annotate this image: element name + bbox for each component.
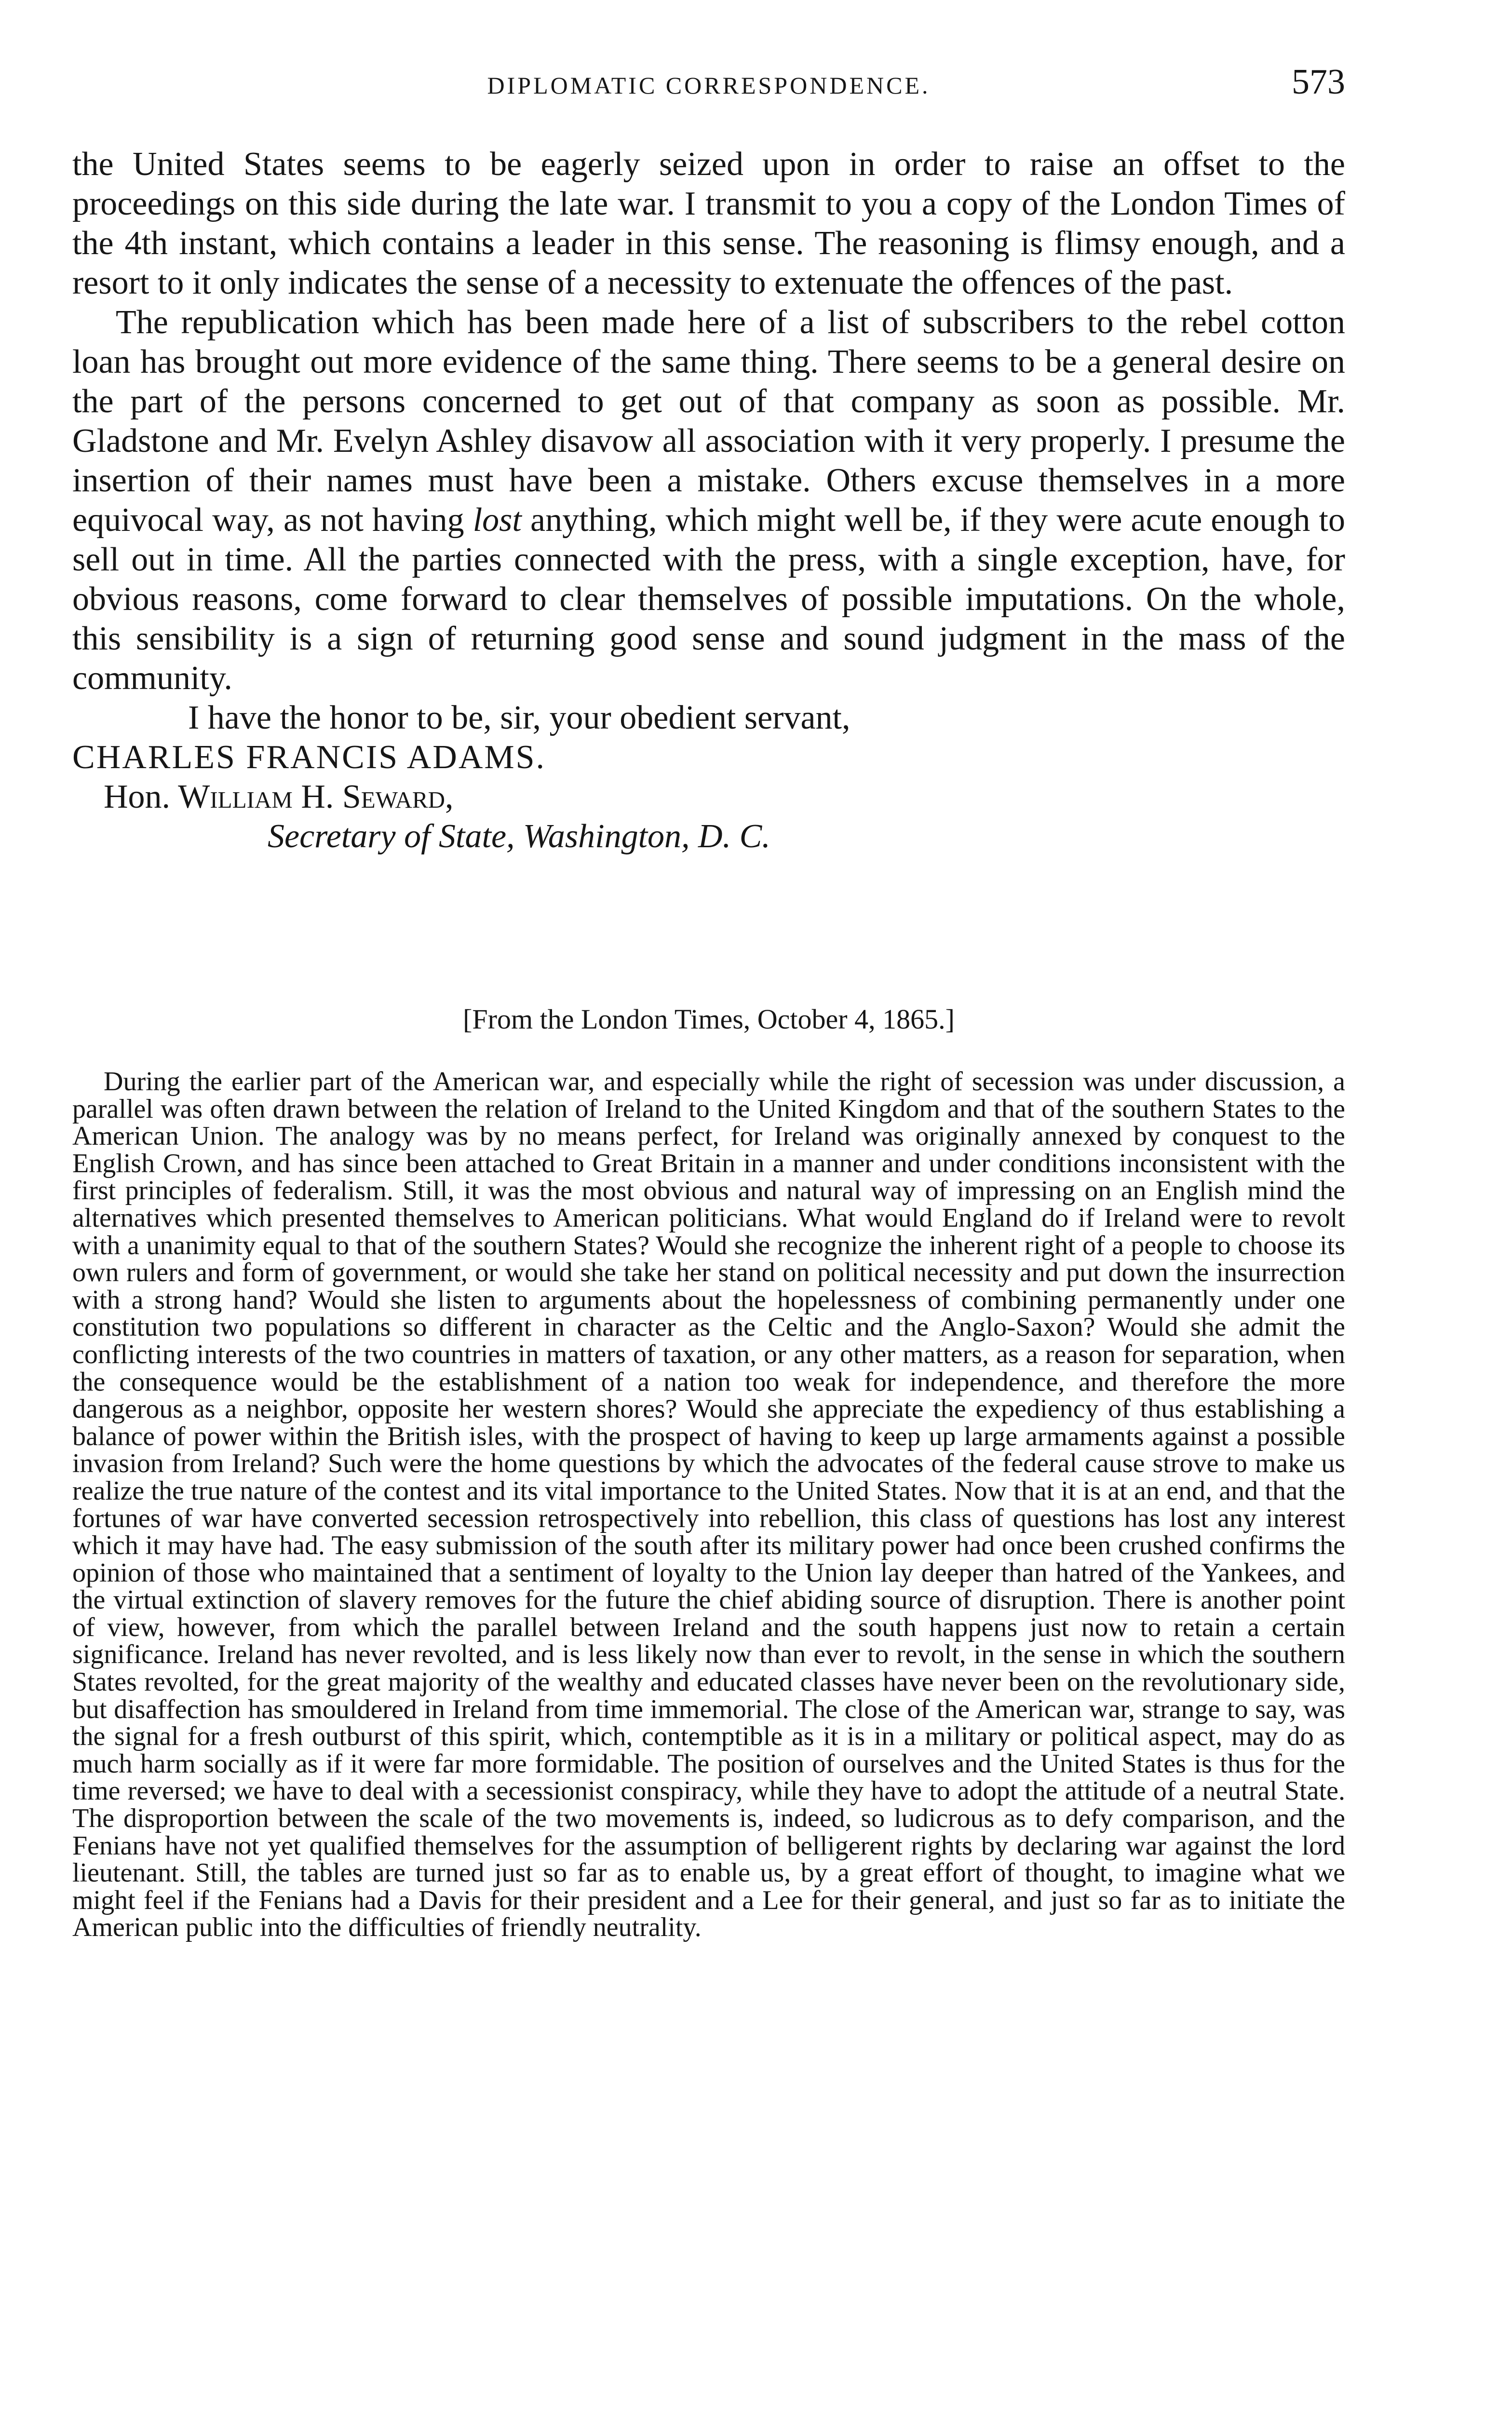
article-paragraph: During the earlier part of the American war, and especially while the right of secession was under discussion, a parallel was often drawn between the relation of Ireland to the United Kingdom and that of the southern States to the American Union. The analogy was by no means perfect, for Ireland was originally annexed by conquest to the English Crown, and has since been attached to Great Britain in a manner and under conditions inconsistent with the first principles of federalism. Still, it was the most obvious and natural way of impressing on an English mind the alternatives which presented themselves to American politicians. What would England do if Ireland were to revolt with a unanimity equal to that of the southern States? Would she recognize the inherent right of a people to choose its own rulers and form of government, or would she take her stand on political necessity and put down the insurrection with a strong hand? Would she listen to arguments about the hopelessness of combining permanently under one constitution two populations so different in character as the Celtic and the Anglo-Saxon? Would she admit the conflicting interests of the two countries in matters of taxation, or any other matters, as a reason for separation, when the consequence would be the establishment of a nation too weak for independence, and therefore the more dangerous as a neighbor, opposite her western shores? Would she appreciate the expediency of thus establishing a balance of power within the British isles, with the prospect of having to keep up large armaments against a possible invasion from Ireland? Such were the home questions by which the advocates of the federal cause strove to make us realize the true nature of the contest and its vital importance to the United States. Now that it is at an end, and that the fortunes of war have converted secession retrospectively into rebellion, this class of questions has lost any interest which it may have had. The easy submission of the south after its military power had once been crushed confirms the opinion of those who maintained that a sentiment of loyalty to the Union lay deeper than hatred of the Yankees, and the virtual extinction of slavery removes for the future the chief abiding source of disruption. There is another point of view, however, from which the parallel between Ireland and the south happens just now to retain a certain significance. Ireland has never revolted, and is less likely now than ever to revolt, in the sense in which the southern States revolted, for the great majority of the wealthy and educated classes have never been on the revolutionary side, but disaffection has smouldered in Ireland from time immemorial. The close of the American war, strange to say, was the signal for a fresh outburst of this spirit, which, contemptible as it is in a military or political aspect, may do as much harm socially as if it were far more formidable. The position of ourselves and the United States is thus for the time reversed; we have to deal with a secessionist conspiracy, while they have to adopt the attitude of a neutral State. The disproportion between the scale of the two movements is, indeed, so ludicrous as to defy comparison, and the Fenians have not yet qualified themselves for the assumption of belligerent rights by declaring war against the lord lieutenant. Still, the tables are turned just so far as to enable us, by a great effort of thought, to imagine what we might feel if the Fenians had a Davis for their president and a Lee for their general, and just so far as to initiate the American public into the difficulties of friendly neutrality. (72, 1067, 1345, 1943)
addressee-name (72, 777, 1345, 817)
article-body (72, 1068, 1345, 1941)
page-header (72, 62, 1345, 115)
letter-signature: CHARLES FRANCIS ADAMS. (72, 739, 546, 776)
addressee-title: Secretary of State, Washington, D. C. (268, 818, 770, 855)
letter-body (72, 145, 1345, 856)
addressee-suffix: , (445, 778, 454, 815)
page-number: 573 (1292, 62, 1345, 102)
addressee-middle: H. S (292, 778, 361, 815)
paragraph-text-start: The republication which has been made here of a list of subscribers to the rebel cotton loan has brought out more evidence of the same thing. There seems to be a general desire on the part of the persons concerned to get out of that company as soon as possible. Mr. Gladstone and Mr. Evelyn Ashley disavow all association with it very properly. I presume the insertion of their names must have been a mistake. Others excuse themselves in a more equivocal way, as not having (72, 304, 1345, 539)
addressee-surname: eward (361, 778, 446, 815)
italic-word-lost: lost (472, 501, 522, 539)
running-head: DIPLOMATIC CORRESPONDENCE. (487, 72, 931, 99)
letter-paragraph-continuation: the United States seems to be eagerly seized upon in order to raise an offset to the proceedings on this side during the late war. I transmit to you a copy of the London Times of the 4th instant, which contains a leader in this sense. The reasoning is flimsy enough, and a resort to it only indicates the sense of a necessity to extenuate the offences of the past. (72, 146, 1345, 301)
paragraph-text-end: anything, which might well be, if they were acute enough to sell out in time. All the parties connected with the press, with a single exception, have, for obvious reasons, come forward to clear themselves of possible imputations. On the whole, this sensibility is a sign of returning good sense and sound judgment in the mass of the community. (72, 501, 1345, 697)
letter-paragraph-republication (72, 303, 1345, 698)
letter-closing: I have the honor to be, sir, your obedient servant, (188, 699, 850, 736)
addressee-prefix: Hon. W (104, 778, 210, 815)
article-source-line: [From the London Times, October 4, 1865.] (463, 1003, 955, 1035)
addressee-given-name: illiam (210, 778, 293, 815)
